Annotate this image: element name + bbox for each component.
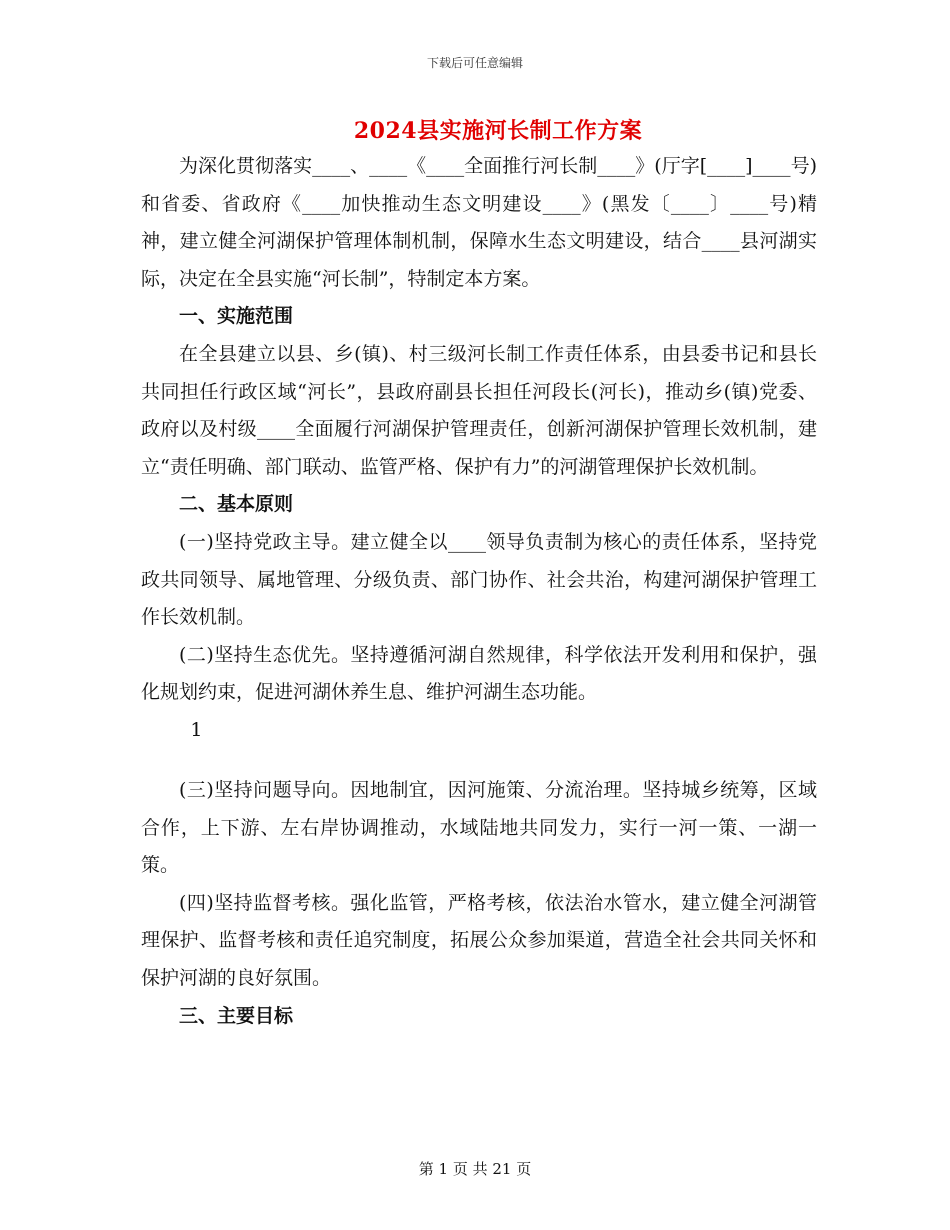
paragraph-principle-2: (二)坚持生态优先。坚持遵循河湖自然规律，科学依法开发利用和保护，强化规划约束，促进河湖休养生息、维护河湖生态功能。 [141,643,817,704]
page-footer: 第 1 页 共 21 页 [418,1160,532,1178]
paragraph-intro: 为深化贯彻落实____、____《____全面推行河长制____》(厅字[____]____号)和省委、省政府《____加快推动生态文明建设____》(黑发〔____〕____号)精神，建立健全河湖保护管理体制机制，保障水生态文明建设，结合____县河湖实际，决定在全县实施“河长制”，特制定本方案。 [141,155,817,290]
section-heading-principles: 二、基本原则 [179,493,294,516]
document-body-section-1 [141,148,817,750]
paragraph-principle-1: (一)坚持党政主导。建立健全以____领导负责制为核心的责任体系，坚持党政共同领导、属地管理、分级负责、部门协作、社会共治，构建河湖保护管理工作长效机制。 [141,530,817,629]
section-heading-goals: 三、主要目标 [179,1004,294,1027]
page-marker: 1 [190,718,203,741]
section-heading-scope: 一、实施范围 [179,305,294,328]
paragraph-principle-3: (三)坚持问题导向。因地制宜，因河施策、分流治理。坚持城乡统筹，区域合作，上下游、左右岸协调推动，水域陆地共同发力，实行一河一策、一湖一策。 [141,779,817,877]
paragraph-principle-4: (四)坚持监督考核。强化监管，严格考核，依法治水管水，建立健全河湖管理保护、监督考核和责任追究制度，拓展公众参加渠道，营造全社会共同关怀和保护河湖的良好氛围。 [141,891,817,989]
header-note: 下载后可任意编辑 [426,56,523,70]
document-title: 2024县实施河长制工作方案 [353,118,643,144]
paragraph-scope: 在全县建立以县、乡(镇)、村三级河长制工作责任体系，由县委书记和县长共同担任行政区域“河长”，县政府副县长担任河段长(河长)，推动乡(镇)党委、政府以及村级____全面履行河湖保护管理责任，创新河湖保护管理长效机制，建立“责任明确、部门联动、监管严格、保护有力”的河湖管理保护长效机制。 [141,342,817,478]
document-body-section-2 [141,772,817,1035]
